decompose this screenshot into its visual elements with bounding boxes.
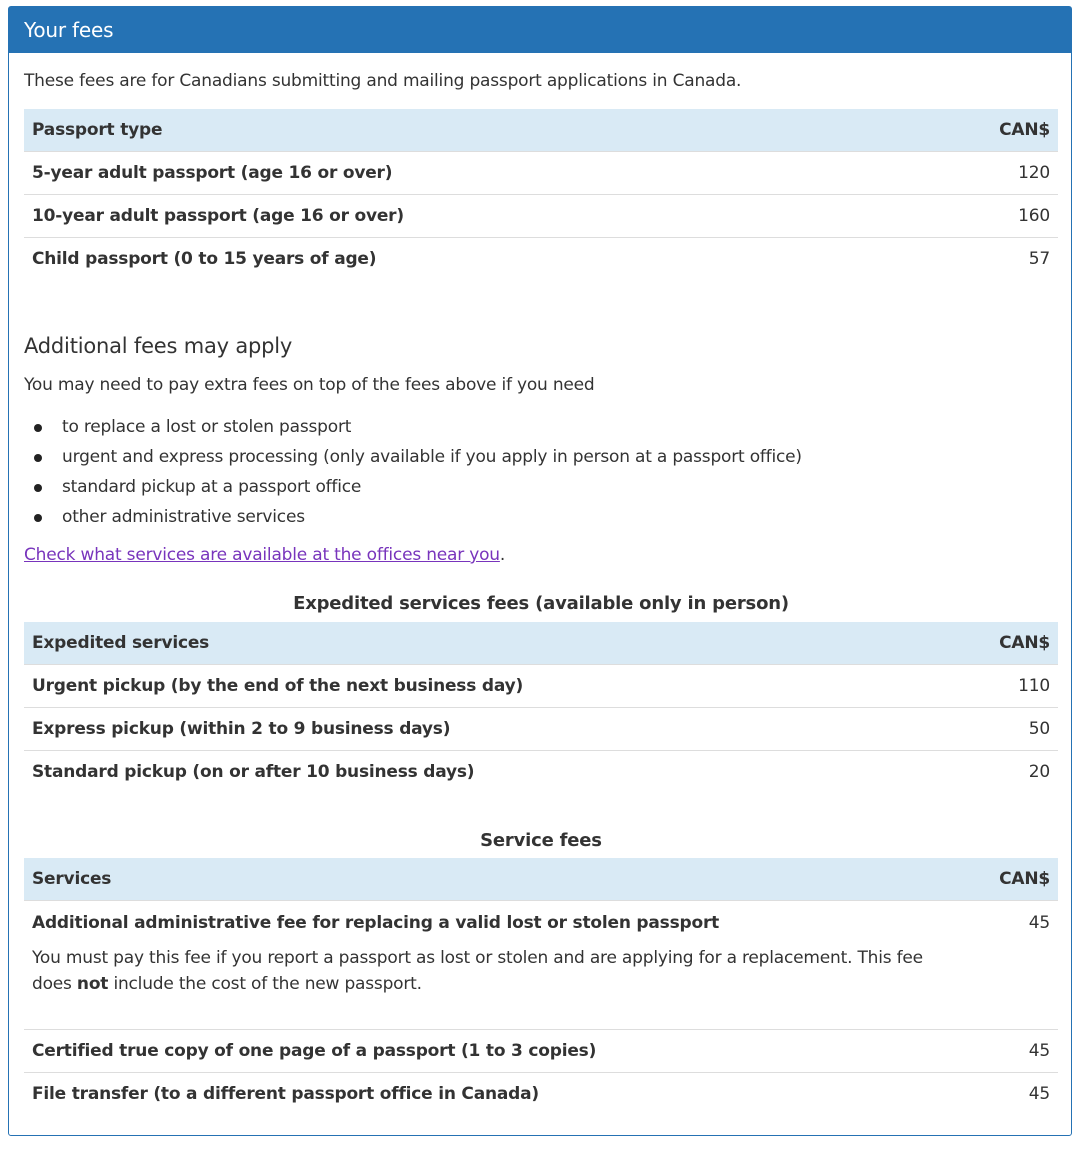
additional-fees-text: You may need to pay extra fees on top of the fees above if you need [24,375,595,395]
row-label: Child passport (0 to 15 years of age) [32,249,377,269]
row-label: 10-year adult passport (age 16 or over) [24,195,962,238]
table-row [24,1030,1058,1073]
list-item: to replace a lost or stolen passport [62,413,802,443]
column-header: CAN$ [962,858,1058,901]
table-row [24,1073,1058,1116]
offices-services-link[interactable]: Check what services are available at the offices near you [24,545,500,565]
table-row [24,238,1058,281]
list-item: other administrative services [62,503,802,533]
row-fee: 57 [1028,249,1050,269]
row-label-cell [24,901,962,1030]
row-label: Standard pickup (on or after 10 business days) [32,762,475,782]
list-item: standard pickup at a passport office [62,473,802,503]
list-item: urgent and express processing (only available if you apply in person at a passport office) [62,443,802,473]
expedited-caption: Expedited services fees (available only in person) [293,593,789,614]
service-fees-table [24,858,1058,1115]
note-emphasis: not [76,974,109,994]
table-row [24,901,1058,1030]
row-fee: 45 [962,1030,1058,1073]
additional-fees-heading: Additional fees may apply [24,334,293,358]
row-label: 5-year adult passport (age 16 or over) [24,152,962,195]
passport-fees-table [24,109,1058,280]
row-label: File transfer (to a different passport office in Canada) [32,1084,539,1104]
column-header: Services [24,858,962,901]
row-label: Additional administrative fee for replacing a valid lost or stolen passport [32,913,720,933]
column-header: CAN$ [962,109,1058,152]
row-label: Urgent pickup (by the end of the next business day) [24,665,962,708]
row-fee: 45 [1028,1084,1050,1104]
link-suffix: . [499,545,506,565]
note-text: You must pay this fee if you report a passport as lost or stolen and are applying for a replacement. This fee does [32,948,923,994]
table-row [24,708,1058,751]
panel-title: Your fees [9,7,1071,53]
service-fees-caption: Service fees [480,830,602,851]
table-row [24,195,1058,238]
row-fee: 45 [962,901,1058,1030]
table-row [24,751,1058,794]
row-fee: 20 [1028,762,1050,782]
note-text: include the cost of the new passport. [108,974,422,994]
row-fee: 110 [962,665,1058,708]
row-fee: 50 [962,708,1058,751]
row-fee: 160 [962,195,1058,238]
table-row [24,152,1058,195]
table-row [24,665,1058,708]
additional-fees-list [24,413,802,533]
fees-panel [8,6,1072,1136]
row-label: Certified true copy of one page of a passport (1 to 3 copies) [24,1030,962,1073]
row-note [32,945,954,997]
expedited-fees-table [24,622,1058,793]
intro-text: These fees are for Canadians submitting and mailing passport applications in Canada. [24,71,742,91]
column-header: Passport type [24,109,962,152]
row-label: Express pickup (within 2 to 9 business days) [24,708,962,751]
row-fee: 120 [962,152,1058,195]
column-header: CAN$ [962,622,1058,665]
column-header: Expedited services [24,622,962,665]
